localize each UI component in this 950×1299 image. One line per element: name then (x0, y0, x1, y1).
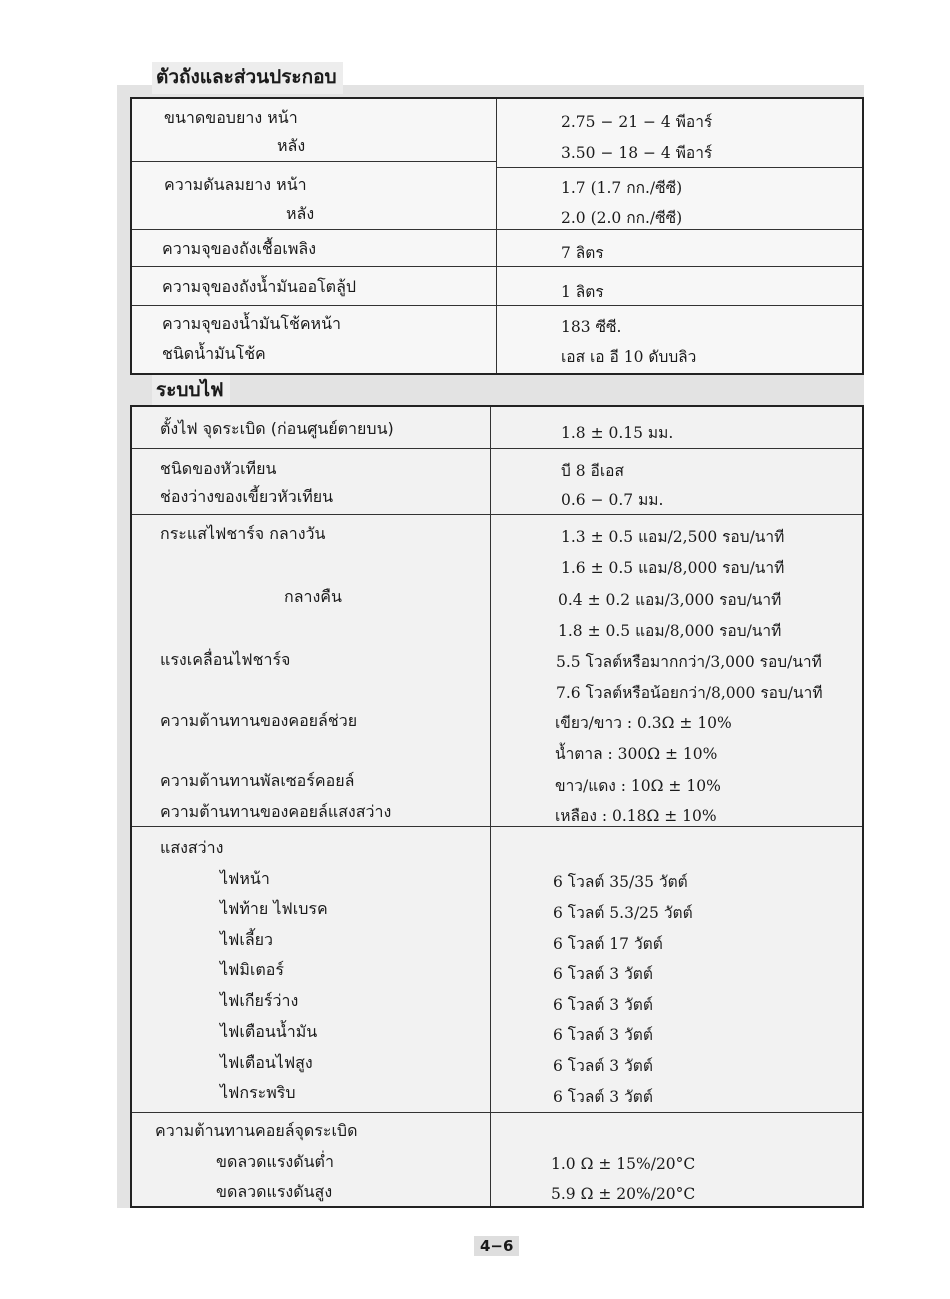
spec-label: กลางคืน (284, 587, 342, 606)
spec-value: 1.7 (1.7 กก./ซีซี) (561, 179, 683, 197)
spec-value: เขียว/ขาว : 0.3Ω ± 10% (555, 714, 732, 732)
section-heading-body-parts: ตัวถังและส่วนประกอบ (152, 62, 343, 94)
spec-label: ไฟท้าย ไฟเบรค (220, 899, 328, 918)
spec-label: ไฟหน้า (220, 869, 270, 888)
spec-label: ความต้านทานของคอยล์แสงสว่าง (160, 802, 392, 821)
spec-value: 0.6 − 0.7 มม. (561, 491, 664, 509)
spec-value: น้ำตาล : 300Ω ± 10% (555, 745, 718, 763)
spec-label: ขนาดขอบยาง หน้า (164, 108, 298, 127)
spec-value: เหลือง : 0.18Ω ± 10% (555, 807, 717, 825)
page-number: 4−6 (474, 1236, 519, 1256)
spec-value: 1.8 ± 0.5 แอม/8,000 รอบ/นาที (558, 622, 782, 640)
spec-value: 1 ลิตร (561, 283, 604, 301)
spec-label: ไฟเกียร์ว่าง (220, 991, 299, 1010)
spec-label: ความต้านทานของคอยล์ช่วย (160, 711, 358, 730)
spec-label: ชนิดน้ำมันโช้ค (162, 344, 266, 363)
spec-value: 7 ลิตร (561, 244, 604, 262)
spec-label: ความจุของน้ำมันโช้คหน้า (162, 314, 341, 333)
spec-value: 6 โวลต์ 3 วัตต์ (553, 1088, 653, 1106)
spec-label: แรงเคลื่อนไฟชาร์จ (160, 650, 291, 669)
spec-value: 1.6 ± 0.5 แอม/8,000 รอบ/นาที (561, 559, 785, 577)
row-divider (132, 826, 862, 827)
spec-value: 6 โวลต์ 3 วัตต์ (553, 1057, 653, 1075)
table-divider (490, 407, 491, 1206)
section-heading-electrical: ระบบไฟ (152, 375, 230, 407)
spec-label: หลัง (286, 204, 315, 223)
spec-label: ขดลวดแรงดันสูง (216, 1182, 333, 1201)
spec-value: 6 โวลต์ 5.3/25 วัตต์ (553, 904, 693, 922)
spec-value: 1.3 ± 0.5 แอม/2,500 รอบ/นาที (561, 528, 785, 546)
spec-value: 1.8 ± 0.15 มม. (561, 424, 674, 442)
row-divider (132, 514, 862, 515)
spec-label: ไฟกระพริบ (220, 1083, 296, 1102)
spec-label: ความต้านทานพัลเซอร์คอยล์ (160, 771, 355, 790)
row-divider (132, 161, 497, 162)
spec-value: 5.5 โวลต์หรือมากกว่า/3,000 รอบ/นาที (556, 653, 822, 671)
spec-value: ขาว/แดง : 10Ω ± 10% (555, 777, 721, 795)
spec-value: 7.6 โวลต์หรือน้อยกว่า/8,000 รอบ/นาที (556, 684, 823, 702)
spec-value: 6 โวลต์ 3 วัตต์ (553, 1026, 653, 1044)
spec-label: ไฟเตือนไฟสูง (220, 1053, 313, 1072)
table-divider (496, 99, 497, 373)
spec-value: 6 โวลต์ 3 วัตต์ (553, 996, 653, 1014)
row-divider (132, 266, 862, 267)
spec-label: ขดลวดแรงดันต่ำ (216, 1152, 334, 1171)
spec-label: ไฟเตือนน้ำมัน (220, 1022, 318, 1041)
spec-value: 1.0 Ω ± 15%/20°C (551, 1155, 696, 1173)
spec-value: 6 โวลต์ 3 วัตต์ (553, 965, 653, 983)
row-divider (132, 229, 862, 230)
spec-value: 0.4 ± 0.2 แอม/3,000 รอบ/นาที (558, 591, 782, 609)
spec-label: ความจุของถังน้ำมันออโตลู้ป (162, 277, 357, 296)
spec-value: บี 8 อีเอส (561, 462, 624, 480)
spec-label: ไฟมิเตอร์ (220, 960, 284, 979)
spec-label: ช่องว่างของเขี้ยวหัวเทียน (160, 487, 334, 506)
spec-value: 2.0 (2.0 กก./ซีซี) (561, 209, 683, 227)
spec-label: ชนิดของหัวเทียน (160, 459, 277, 478)
spec-value: 6 โวลต์ 17 วัตต์ (553, 935, 663, 953)
spec-label: ความจุของถังเชื้อเพลิง (162, 239, 317, 258)
spec-label: กระแสไฟชาร์จ กลางวัน (160, 524, 326, 543)
row-divider (132, 305, 862, 306)
spec-value: 183 ซีซี. (561, 318, 622, 336)
spec-label: แสงสว่าง (160, 838, 224, 857)
spec-label: หลัง (277, 136, 306, 155)
row-divider (132, 1112, 862, 1113)
spec-label: ตั้งไฟ จุดระเบิด (ก่อนศูนย์ตายบน) (160, 419, 394, 438)
spec-value: 5.9 Ω ± 20%/20°C (551, 1185, 696, 1203)
spec-value: 6 โวลต์ 35/35 วัตต์ (553, 873, 688, 891)
row-divider (132, 448, 862, 449)
spec-label: ไฟเลี้ยว (220, 930, 274, 949)
row-divider (497, 167, 862, 168)
spec-value: เอส เอ อี 10 ดับบลิว (561, 348, 697, 366)
spec-label: ความดันลมยาง หน้า (164, 175, 307, 194)
spec-label: ความต้านทานคอยล์จุดระเบิด (155, 1121, 358, 1140)
spec-value: 3.50 − 18 − 4 พีอาร์ (561, 144, 713, 162)
spec-value: 2.75 − 21 − 4 พีอาร์ (561, 113, 713, 131)
